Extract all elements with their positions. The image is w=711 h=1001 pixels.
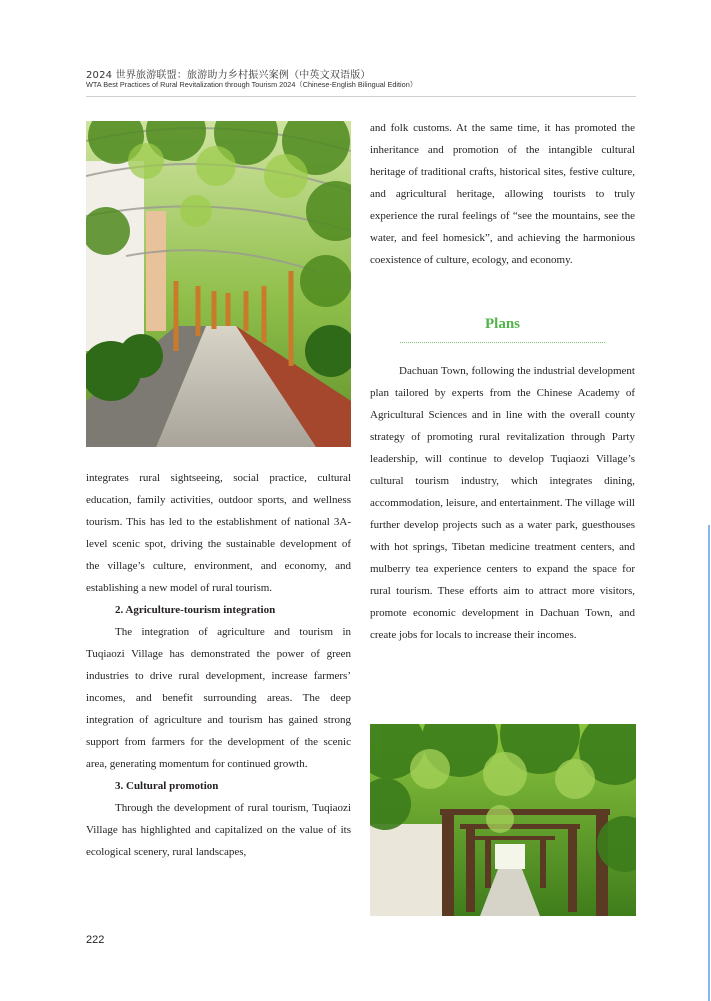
paragraph: and folk customs. At the same time, it has promoted the inheritance and promotion of the intangible cultural heritage of traditional crafts, historical sites, festive culture, and agricultural heritage, allowing tourists to truly experience the rural feelings of “see the mountains, see the water, and feel homesick”, and achieving the harmonious coexistence of culture, ecology, and economy. <box>370 122 635 266</box>
header-divider <box>86 96 636 97</box>
paragraph: Through the development of rural tourism, Tuqiaozi Village has highlighted and capitalized on the value of its ecological scenery, rural landscapes, <box>86 802 351 858</box>
page-number: 222 <box>86 934 105 946</box>
section-title-dotted-rule <box>400 342 605 343</box>
pergola-walkway-photo <box>86 121 351 447</box>
paragraph: The integration of agriculture and tourism in Tuqiaozi Village has demonstrated the power of green industries to drive rural development, increase farmers’ incomes, and benefit surrounding areas. The deep integration of agriculture and tourism has gained strong support from farmers for the development of the scenic area, generating momentum for continued growth. <box>86 626 351 770</box>
right-column-text-plans <box>370 360 635 646</box>
right-column-text-top <box>370 117 635 271</box>
section-heading-agriculture-tourism: 2. Agriculture-tourism integration <box>115 604 276 616</box>
running-header-english: WTA Best Practices of Rural Revitalization through Tourism 2024（Chinese-English Bilingual Edition） <box>86 80 418 89</box>
paragraph: integrates rural sightseeing, social practice, cultural education, family activities, outdoor sports, and wellness tourism. This has led to the establishment of national 3A-level scenic spot, driving the sustainable development of the village’s culture, environment, and economy, and establishing a new model of rural tourism. <box>86 472 351 594</box>
wooden-pergola-gate-photo <box>370 724 636 916</box>
running-header-chinese: 2024 世界旅游联盟：旅游助力乡村振兴案例（中英文双语版） <box>86 70 371 81</box>
section-heading-cultural-promotion: 3. Cultural promotion <box>115 780 219 792</box>
paragraph: Dachuan Town, following the industrial development plan tailored by experts from the Chinese Academy of Agricultural Sciences and in line with the overall county strategy of promoting rural revitalization through Party leadership, will continue to develop Tuqiaozi Village’s cultural tourism industry, which integrates dining, accommodation, leisure, and entertainment. The village will further develop projects such as a water park, guesthouses with hot springs, Tibetan medicine treatment centers, and mulberry tea experience centers to expand the space for rural tourism. These efforts aim to attract more visitors, promote economic development in Dachuan Town, and create jobs for locals to increase their incomes. <box>370 365 635 641</box>
page-edge-marker <box>708 525 710 1001</box>
section-title-plans: Plans <box>484 316 520 332</box>
left-column-text <box>86 467 351 863</box>
